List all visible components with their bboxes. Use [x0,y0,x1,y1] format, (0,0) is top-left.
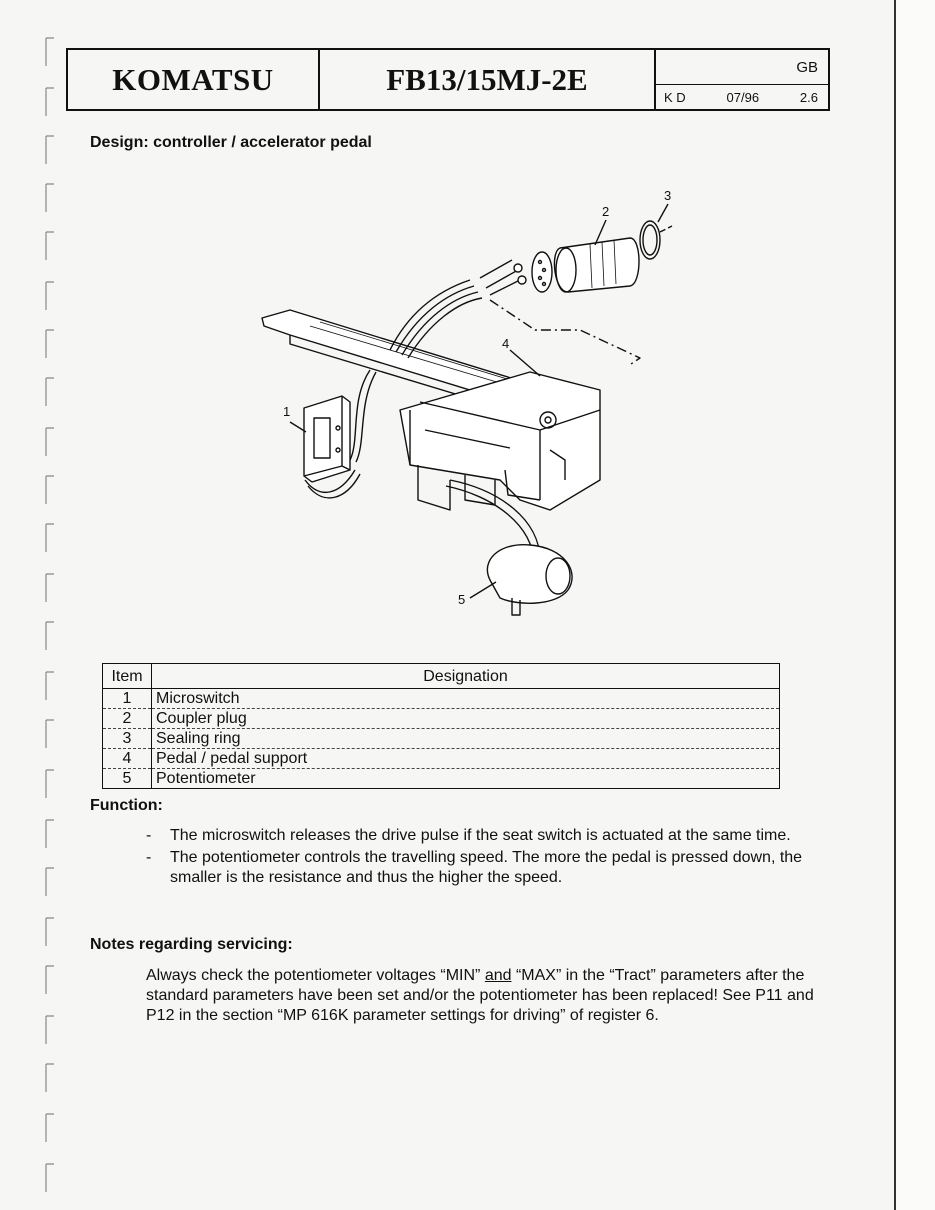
callout-3: 3 [664,188,672,203]
callout-1: 1 [283,404,291,419]
table-row [103,749,780,769]
item-number: 4 [103,749,152,769]
microswitch [304,396,350,482]
doc-section: 2.6 [799,90,818,105]
model-cell [320,50,656,109]
document-header [66,48,830,111]
table-row [103,769,780,789]
doc-code: K D [664,90,686,105]
parts-table [102,663,780,789]
table-header-row [103,664,780,689]
callout-4: 4 [502,336,510,351]
page-margin [896,0,935,1210]
item-number: 2 [103,709,152,729]
model-number: FB13/15MJ-2E [386,61,588,97]
list-item: - The potentiometer controls the travelling speed. The more the pedal is pressed down, the smaller is the resistance and thus the higher the speed. [144,848,834,888]
underlined-and: and [484,967,512,984]
item-number: 3 [103,729,152,749]
pedal-assembly-diagram [250,180,700,620]
doc-date: 07/96 [726,90,760,105]
binding-holes [0,0,70,1210]
list-item: - The microswitch releases the drive pulse if the seat switch is actuated at the same time. [144,826,834,846]
language-code: GB [796,59,818,76]
coupler-plug [554,238,639,292]
item-number: 5 [103,769,152,789]
servicing-title: Notes regarding servicing: [90,936,293,953]
meta-cell [656,50,828,109]
table-row [103,729,780,749]
servicing-text-part: Always check the potentiometer voltages “MIN” [146,967,485,984]
pedal-support [400,372,600,510]
connector-face [532,252,552,292]
table-row [103,689,780,709]
callout-2: 2 [602,204,610,219]
item-designation: Microswitch [152,689,780,709]
callout-5: 5 [458,592,466,607]
function-list [144,826,834,890]
item-designation: Coupler plug [152,709,780,729]
brand-logo: KOMATSU [112,61,274,97]
item-header: Item [103,664,152,689]
item-designation: Potentiometer [152,769,780,789]
function-title: Function: [90,797,163,814]
design-title: Design: controller / accelerator pedal [90,134,372,151]
item-designation: Pedal / pedal support [152,749,780,769]
table-row [103,709,780,729]
item-designation: Sealing ring [152,729,780,749]
designation-header: Designation [152,664,780,689]
servicing-text [146,966,836,1026]
meta-divider [656,84,828,85]
meta-row [664,90,818,105]
servicing-text-part: “MAX” in the “Tract” parameters after the standard parameters have been set and/or the potentiometer has been replaced! See P11 and P12 in the section “MP 616K parameter settings for driving” of register 6. [146,967,814,1024]
item-number: 1 [103,689,152,709]
brand-cell [68,50,320,109]
